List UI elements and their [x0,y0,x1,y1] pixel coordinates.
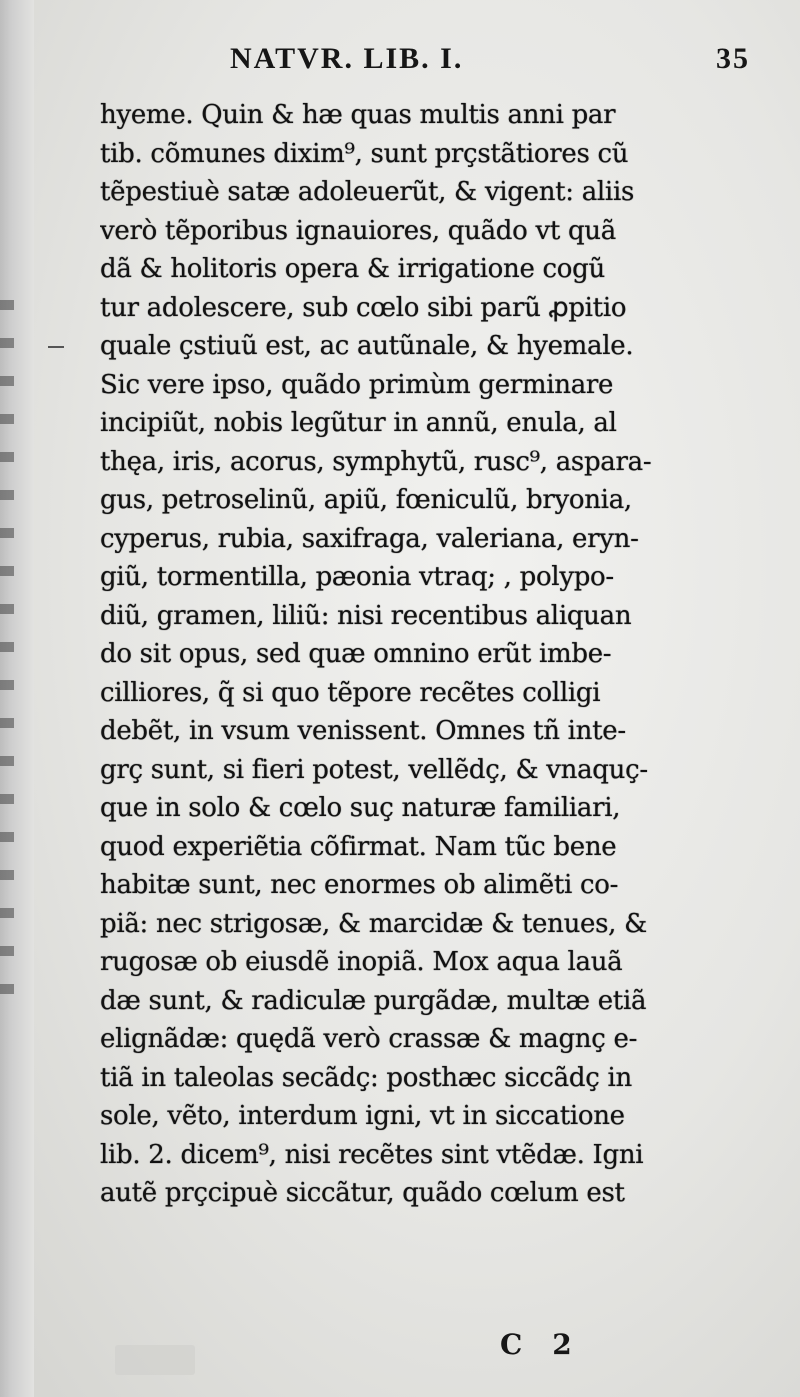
signature-letter: C [500,1328,523,1361]
text-line: rugosæ ob eiusdẽ inopiã. Mox aqua lauã [100,947,623,977]
text-line: habitæ sunt, nec enormes ob alimẽti co- [100,870,619,900]
running-head: NATVR. LIB. I. [230,42,464,75]
text-line: tib. cõmunes dixim⁹, sunt prçstãtiores cũ [100,138,629,169]
text-line: tiã in taleolas secãdç: posthæc siccãdç in [100,1062,632,1093]
signature-mark [500,1328,620,1368]
text-line: incipiũt, nobis legũtur in annũ, enula, al [100,408,617,438]
text-line: hyeme. Quin & hæ quas multis anni par [100,100,616,130]
text-line: quale çstiuũ est, ac autũnale, & hyemale. [100,331,634,361]
text-line: lib. 2. dicem⁹, nisi recẽtes sint vtẽdæ. Igni [100,1139,644,1170]
signature-number: 2 [552,1328,572,1361]
text-line: dã & holitoris opera & irrigatione cogũ [100,254,605,284]
page-header [230,42,750,92]
margin-mark [48,346,64,348]
text-line: sole, vẽto, interdum igni, vt in siccatione [100,1101,625,1131]
text-line: cilliores, q̃ si quo tẽpore recẽtes colligi [100,677,601,708]
page-number: 35 [716,42,750,75]
show-through-smudge [115,1345,195,1375]
text-line: thęa, iris, acorus, symphytũ, rusc⁹, aspara- [100,446,652,477]
binding-gutter [0,0,34,1397]
facing-page-bleed [0,300,14,1000]
text-line: grç sunt, si fieri potest, vellẽdç, & vnaquç- [100,754,648,785]
text-line: do sit opus, sed quæ omnino erũt imbe- [100,639,612,669]
text-line: verò tẽporibus ignauiores, quãdo vt quã [100,215,616,246]
text-line: quod experiẽtia cõfirmat. Nam tũc bene [100,831,617,862]
text-line: diũ, gramen, liliũ: nisi recentibus aliquan [100,600,632,631]
text-line: tẽpestiuè satæ adoleuerũt, & vigent: aliis [100,177,634,207]
text-line: giũ, tormentilla, pæonia vtraq; , polypo- [100,562,614,592]
text-line: dæ sunt, & radiculæ purgãdæ, multæ etiã [100,985,647,1016]
text-line: Sic vere ipso, quãdo primùm germinare [100,369,614,400]
text-line: piã: nec strigosæ, & marcidæ & tenues, & [100,908,647,939]
text-line: tur adolescere, sub cœlo sibi parũ ꝓpitio [100,292,627,323]
text-line: cyperus, rubia, saxifraga, valeriana, eryn- [100,523,639,554]
text-line: autẽ prçcipuè siccãtur, quãdo cœlum est [100,1178,625,1208]
text-line: que in solo & cœlo suç naturæ familiari, [100,793,621,823]
text-line: elignãdæ: quędã verò crassæ & magnç e- [100,1024,638,1054]
body-text [100,96,745,1213]
text-line: debẽt, in vsum venissent. Omnes tñ inte- [100,716,626,746]
text-line: gus, petroselinũ, apiũ, fœniculũ, bryonia, [100,485,632,515]
